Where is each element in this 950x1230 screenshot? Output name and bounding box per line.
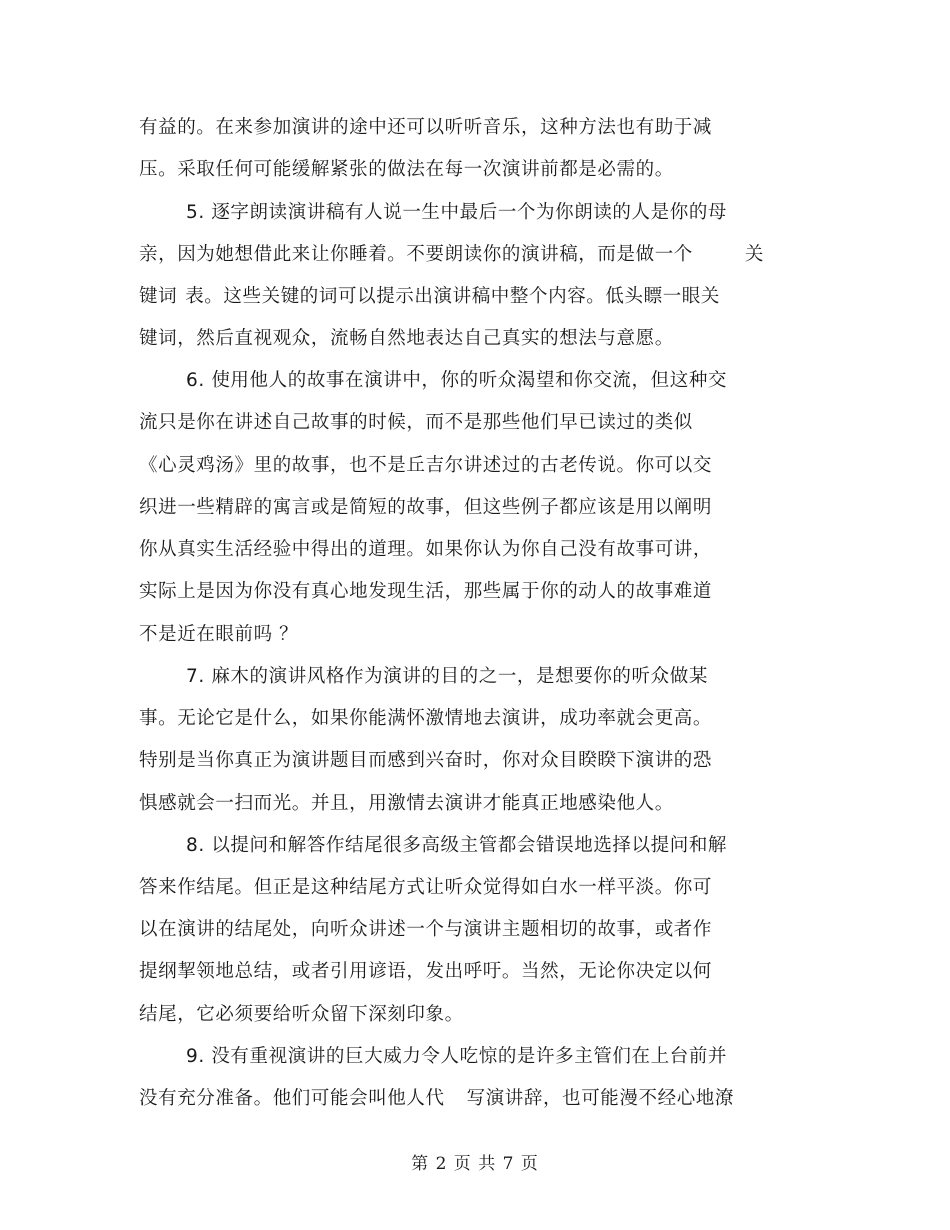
- paragraph-6-heading: 6. 使用他人的故事在演讲中，你的听众渴望和你交流，但这种交: [186, 370, 728, 391]
- text-line: [139, 243, 764, 267]
- text-line: 键词，然后直视观众，流畅自然地表达自己真实的想法与意愿。: [139, 328, 674, 349]
- text-line: 惧感就会一扫而光。并且，用激情去演讲才能真正地感染他人。: [139, 793, 674, 814]
- text-line: [139, 1087, 734, 1111]
- text-line: 压。采取任何可能缓解紧张的做法在每一次演讲前都是必需的。: [139, 159, 674, 180]
- text-line: 事。无论它是什么，如果你能满怀激情地去演讲，成功率就会更高。: [139, 708, 713, 729]
- text-segment: 亲，因为她想借此来让你睡着。不要朗读你的演讲稿，而是做一个: [139, 244, 693, 265]
- paragraph-7-heading: 7. 麻木的演讲风格作为演讲的目的之一，是想要你的听众做某: [186, 666, 708, 687]
- text-line: 以在演讲的结尾处，向听众讲述一个与演讲主题相切的故事，或者作: [139, 919, 713, 940]
- text-line: 提纲挈领地总结，或者引用谚语，发出呼吁。当然，无论你决定以何: [139, 961, 713, 982]
- text-line: 结尾，它必须要给听众留下深刻印象。: [139, 1004, 464, 1025]
- text-line: 织进一些精辟的寓言或是简短的故事，但这些例子都应该是用以阐明: [139, 497, 713, 518]
- text-line: 你从真实生活经验中得出的道理。如果你认为你自己没有故事可讲，: [139, 539, 713, 560]
- paragraph-8-heading: 8. 以提问和解答作结尾很多高级主管都会错误地选择以提问和解: [186, 835, 728, 856]
- page-number-footer: 第 2 页 共 7 页: [411, 1154, 539, 1174]
- text-segment: 表。这些关键的词可以提示出演讲稿中整个内容。低头瞟一眼关: [185, 286, 721, 307]
- text-line: 答来作结尾。但正是这种结尾方式让听众觉得如白水一样平淡。你可: [139, 877, 713, 898]
- text-line: 有益的。在来参加演讲的途中还可以听听音乐，这种方法也有助于减: [139, 117, 713, 138]
- text-line: 特别是当你真正为演讲题目而感到兴奋时，你对众目睽睽下演讲的恐: [139, 750, 713, 771]
- text-segment: 关: [744, 244, 765, 265]
- text-line: 《心灵鸡汤》里的故事，也不是丘吉尔讲述过的古老传说。你可以交: [139, 455, 713, 476]
- text-segment: 没有充分准备。他们可能会叫他人代: [139, 1088, 445, 1109]
- text-line: 流只是你在讲述自己故事的时候，而不是那些他们早已读过的类似: [139, 412, 693, 433]
- paragraph-9-heading: 9. 没有重视演讲的巨大威力令人吃惊的是许多主管们在上台前并: [186, 1046, 728, 1067]
- text-line: [139, 285, 720, 309]
- paragraph-5-heading: 5. 逐字朗读演讲稿有人说一生中最后一个为你朗读的人是你的母: [186, 202, 728, 223]
- text-segment: 键词: [139, 286, 178, 307]
- text-segment: 写演讲辞，也可能漫不经心地潦: [466, 1088, 735, 1109]
- text-line: 不是近在眼前吗 ？: [139, 624, 299, 645]
- text-line: 实际上是因为你没有真心地发现生活，那些属于你的动人的故事难道: [139, 581, 713, 602]
